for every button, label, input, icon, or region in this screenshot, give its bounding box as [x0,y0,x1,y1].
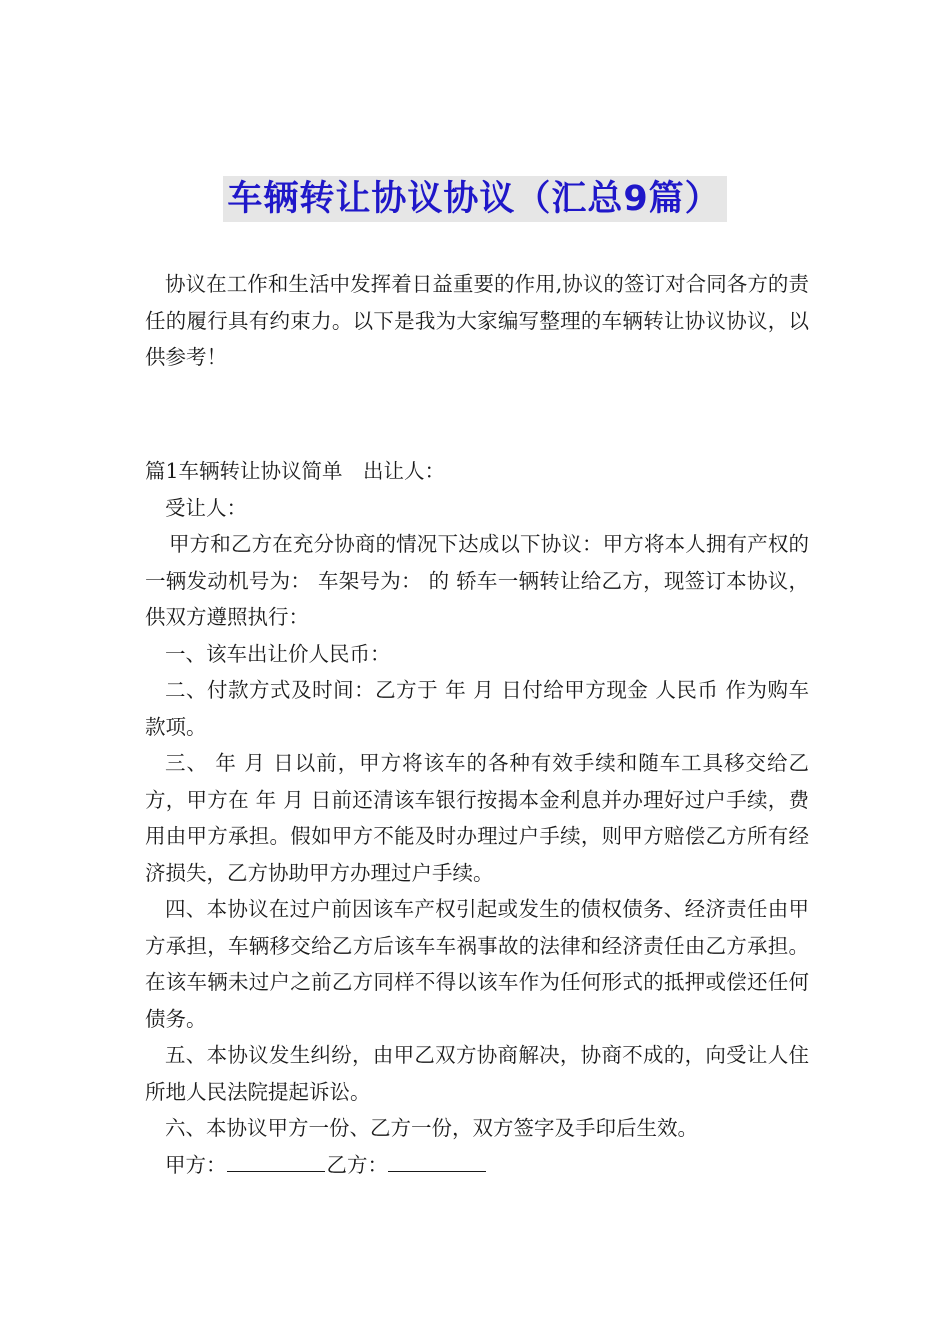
party-a-label: 甲方： [165,1152,227,1177]
intro-section [145,266,809,376]
document-title: 车辆转让协议协议（汇总9篇） [223,176,726,222]
party-a-signature-blank [227,1149,325,1172]
party-b-signature-blank [388,1149,486,1172]
clause-3: 三、 年 月 日以前，甲方将该车的各种有效手续和随车工具移交给乙方，甲方在 年 月 日前还清该车银行按揭本金利息并办理好过户手续，费用由甲方承担。假如甲方不能及时办理过户手续，则甲方赔偿乙方所有经济损失，乙方协助甲方办理过户手续。 [145,751,809,885]
clause-6: 六、本协议甲方一份、乙方一份，双方签字及手印后生效。 [165,1116,698,1140]
clause-5: 五、本协议发生纠纷，由甲乙双方协商解决，协商不成的，向受让人住所地人民法院提起诉讼。 [145,1043,809,1104]
clause-1: 一、该车出让价人民币： [165,641,391,666]
transferee-line: 受让人： [165,495,247,520]
clause-4: 四、本协议在过户前因该车产权引起或发生的债权债务、经济责任由甲方承担，车辆移交给乙方后该车车祸事故的法律和经济责任由乙方承担。在该车辆未过户之前乙方同样不得以该车作为任何形式的抵押或偿还任何债务。 [145,897,809,1031]
intro-paragraph: 协议在工作和生活中发挥着日益重要的作用,协议的签订对合同各方的责任的履行具有约束力。以下是我为大家编写整理的车辆转让协议协议，以供参考！ [145,272,809,369]
party-b-label: 乙方： [326,1152,388,1177]
agreement-section [145,453,809,1183]
clause-2: 二、付款方式及时间：乙方于 年 月 日付给甲方现金 人民币 作为购车款项。 [145,678,809,739]
section-heading: 篇1车辆转让协议简单 出让人： [145,459,446,483]
title-container [0,176,950,222]
agreement-paragraph: 甲方和乙方在充分协商的情况下达成以下协议：甲方将本人拥有产权的一辆发动机号为： 车架号为： 的 轿车一辆转让给乙方，现签订本协议，供双方遵照执行： [145,532,809,629]
signature-line [145,1147,809,1184]
